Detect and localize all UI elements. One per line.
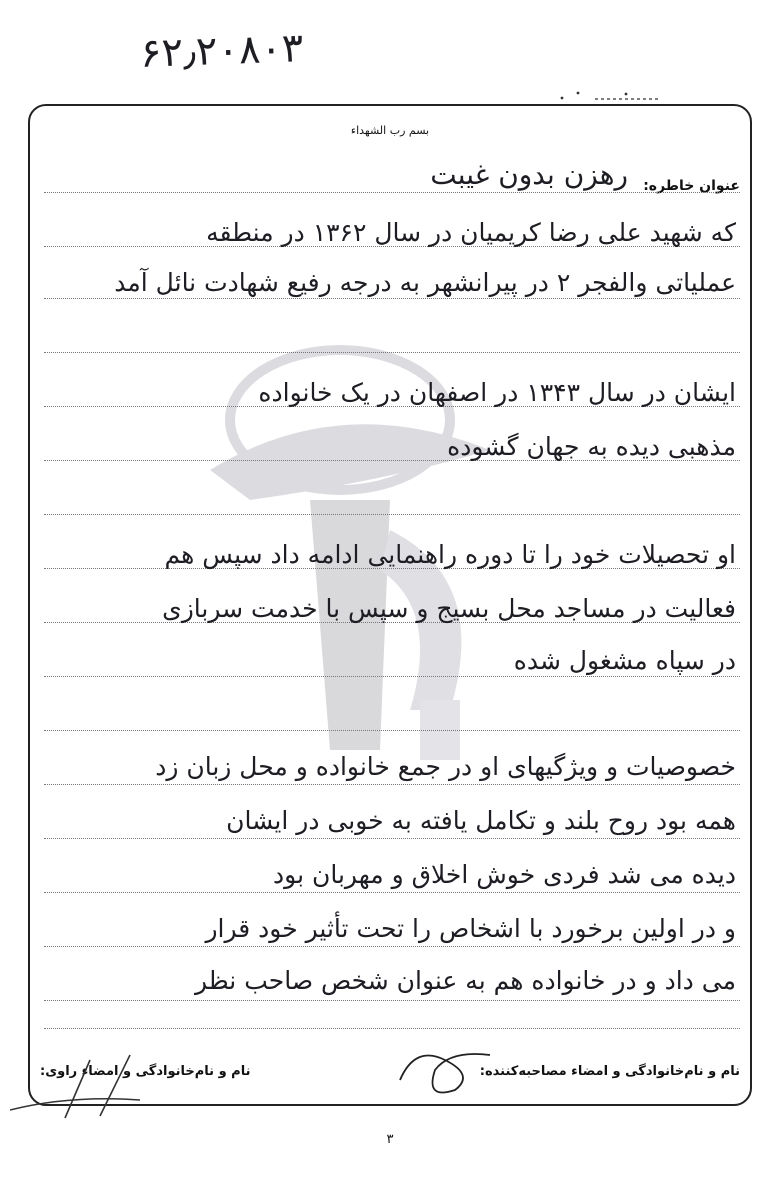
ruled-line xyxy=(44,192,740,193)
ruled-line xyxy=(44,892,740,893)
ruled-line xyxy=(44,298,740,299)
ruled-line xyxy=(44,1028,740,1029)
page-header-bismillah: بسم رب الشهداء xyxy=(350,124,430,137)
memory-text-line: مذهبی دیده به جهان گشوده xyxy=(447,432,736,461)
memory-text-line: همه بود روح بلند و تکامل یافته به خوبی در ایشان xyxy=(226,806,736,835)
ruled-line xyxy=(44,946,740,947)
memory-text-line: دیده می شد فردی خوش اخلاق و مهربان بود xyxy=(273,860,736,889)
memory-title-value: رهزن بدون غیبت xyxy=(430,158,628,191)
interviewer-signature xyxy=(395,1040,495,1100)
memory-text-line: او تحصیلات خود را تا دوره راهنمایی ادامه داد سپس هم xyxy=(164,540,736,569)
ruled-line xyxy=(44,1000,740,1001)
memory-text-line: در سپاه مشغول شده xyxy=(513,646,736,675)
memory-text-line: ایشان در سال ۱۳۴۳ در اصفهان در یک خانواده xyxy=(258,378,736,407)
ruled-line xyxy=(44,838,740,839)
memory-text-line: که شهید علی رضا کریمیان در سال ۱۳۶۲ در منطقه xyxy=(206,218,736,247)
stray-marks xyxy=(550,90,660,102)
ruled-line xyxy=(44,514,740,515)
page-number: ۳ xyxy=(386,1132,394,1147)
interviewer-signature-label: نام و نام‌خانوادگی و امضاء مصاحبه‌کننده: xyxy=(479,1064,740,1079)
memory-text-line: و در اولین برخورد با اشخاص را تحت تأثیر خود قرار xyxy=(205,914,736,943)
memory-text-line: فعالیت در مساجد محل بسیج و سپس با خدمت سربازی xyxy=(162,594,736,623)
ruled-line xyxy=(44,352,740,353)
ruled-line xyxy=(44,784,740,785)
document-number: ۶۲٫۲۰۸۰۳ xyxy=(139,25,305,77)
memory-text-line: عملیاتی والفجر ۲ در پیرانشهر به درجه رفیع شهادت نائل آمد xyxy=(114,268,736,297)
memory-title-label: عنوان خاطره: xyxy=(643,178,740,194)
memory-text-line: می داد و در خانواده هم به عنوان شخص صاحب نظر xyxy=(195,966,736,995)
memory-text-line: خصوصیات و ویژگیهای او در جمع خانواده و محل زبان زد xyxy=(155,752,736,781)
narrator-signature-mark xyxy=(10,1050,150,1120)
ruled-line xyxy=(44,676,740,677)
ruled-line xyxy=(44,730,740,731)
narrator-signature-label: نام و نام‌خانوادگی و امضاء راوی: xyxy=(40,1064,251,1079)
